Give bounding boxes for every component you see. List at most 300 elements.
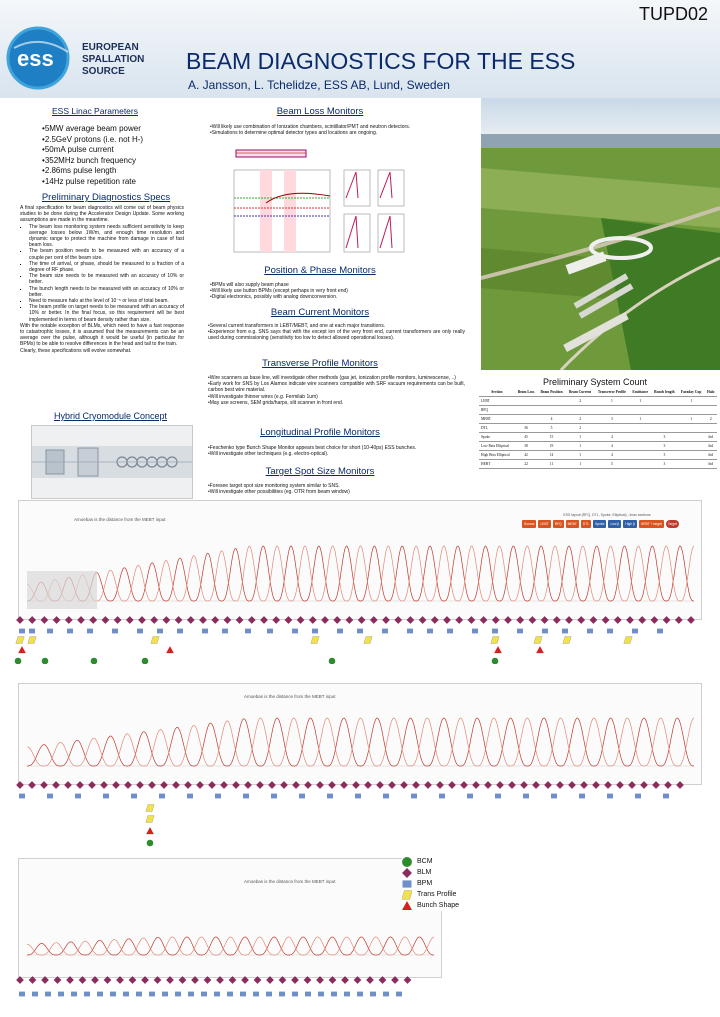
table-cell [651,397,678,406]
transverse-line: •Wire scanners as base line, will investigate other methods (gas jet, ionization profile monitors, luminescense, ..) [208,375,456,381]
linac-params-list [42,124,192,187]
bpm-icon [337,629,343,634]
bpm-icon [447,629,453,634]
bpm-icon [411,794,417,799]
blm-icon [532,781,540,789]
org-line2: SPALLATION [82,54,145,65]
blm-icon [79,976,87,984]
specs-outro2: Clearly, these specifications will evolve somewhat. [20,347,132,354]
bpm-icon [67,629,73,634]
flow-box: HEBT + target [640,522,662,526]
table-cell: 14 [537,451,565,460]
table-header-cell: Faraday Cup [678,388,705,397]
table-cell [629,433,651,442]
specs-bullet: ▪ The beam loss monitoring system needs sufficient sensitivity to keep average losses below 1W/m, and enough time resolution and dynamic range to protect the machine from damage in case of fast beam loss. [29,224,184,249]
legend-row [402,856,472,867]
blm-icon [407,616,415,624]
legend-purple-diamond-icon [402,868,412,878]
bpm-icon [299,794,305,799]
blm-icon [54,976,62,984]
blm-icon [388,781,396,789]
bpm-icon [253,992,259,997]
table-cell [705,397,718,406]
blm-icon [379,976,387,984]
bcm-icon [147,840,154,847]
table-cell: 1 [594,397,629,406]
specs-bullets [20,224,184,323]
blm-icon [376,781,384,789]
position-phase-line: •Will likely use button BPMs (except perhaps in very front end) [210,288,348,295]
table-row [479,442,717,451]
table-row [479,397,717,406]
trans-profile-icon [534,637,542,644]
flow-box: Low β [610,522,620,526]
bpm-icon [202,629,208,634]
table-cell: 45 [515,433,538,442]
bpm-icon [312,629,318,634]
bpm-icon [403,880,412,887]
table-cell: DTL [479,424,515,433]
envelope-x-curve [27,718,694,766]
bpm-icon [136,992,142,997]
table-cell [594,424,629,433]
bpm-icon [266,992,272,997]
beam-loss-line: •Simulations to determine optimal detector types and locations are ongoing. [210,130,378,137]
blm-icon [419,616,427,624]
flow-box: MEBT [567,522,577,526]
blm-icon [431,616,439,624]
blm-icon [160,781,168,789]
table-cell: 1 [566,442,595,451]
blm-icon [651,616,659,624]
bpm-icon [188,992,194,997]
bpm-icon [292,992,298,997]
legend-green-circle-icon [402,857,412,867]
plot-2-header: Amoebas is the distance from the MEBT input [244,694,336,699]
blm-icon [291,976,299,984]
blm-icon [391,976,399,984]
hybrid-heading: Hybrid Cryomodule Concept [53,411,168,421]
blm-icon [172,781,180,789]
target-heading: Target Spot Size Monitors [265,466,375,477]
bpm-icon [467,794,473,799]
layout-plot-2 [18,683,702,785]
table-cell [678,433,705,442]
beam-loss-text [210,124,465,136]
blm-icon [480,616,488,624]
poster-authors: A. Jansson, L. Tchelidze, ESS AB, Lund, Sweden [188,78,450,92]
bpm-icon [382,629,388,634]
specs-bullet: ▪ The bunch length needs to be measured with an accuracy of 10% or better. [29,286,184,298]
table-cell: 5 [594,460,629,469]
org-line3: SOURCE [82,66,125,77]
blm-icon [126,616,134,624]
bpm-icon [187,794,193,799]
flow-box: RFQ [554,522,562,526]
bpm-icon [137,629,143,634]
blm-icon [529,616,537,624]
blm-icon [402,868,412,878]
blm-icon [211,616,219,624]
table-cell [678,460,705,469]
blm-icon [40,781,48,789]
legend-label: BCM [417,858,433,865]
table-header-cell: Transverse Profile [594,388,629,397]
blm-icon [112,781,120,789]
blm-icon [520,781,528,789]
table-cell: 3 [651,460,678,469]
table-cell [678,424,705,433]
table-cell: 3 [594,415,629,424]
plot-3-header: Amoebas is the distance from the MEBT input [244,879,336,884]
table-cell: High Beta Elliptical [479,451,515,460]
flow-box: Spoke [595,522,605,526]
linac-param-item: • 352MHz bunch frequency [42,156,192,167]
bpm-icon [267,629,273,634]
table-cell: 2 [705,415,718,424]
blm-icon [328,781,336,789]
table-cell [537,406,565,415]
plot-1-monitor-markers [10,616,710,664]
bpm-icon [222,629,228,634]
bpm-icon [110,992,116,997]
table-row [479,460,717,469]
flow-box: Target [667,522,677,526]
bcm-icon [42,658,49,664]
bpm-icon [159,794,165,799]
bpm-icon [657,629,663,634]
specs-bullet: ▪ The beam position needs to be measured with an accuracy of a couple per cent of the beam size. [29,248,184,260]
org-name [82,42,144,78]
table-cell: 2 [566,397,595,406]
bunch-shape-icon [166,646,174,653]
table-cell [651,424,678,433]
table-row [479,415,717,424]
blm-icon [16,976,24,984]
beam-current-text [208,323,465,342]
bpm-icon [396,992,402,997]
trans-profile-icon [311,637,319,644]
table-cell [705,424,718,433]
bpm-icon [344,992,350,997]
bpm-icon [355,794,361,799]
table-cell: 1 [566,451,595,460]
blm-icon [448,781,456,789]
specs-intro: A final specification for beam diagnostics will come out of beam physics studies to be done during the Accelerator Design Update. Some working assumptions are made in the meantime. [20,205,184,224]
blm-icon [316,781,324,789]
blm-icon [187,616,195,624]
blm-icon [191,976,199,984]
table-cell [705,406,718,415]
table-cell: tbd [705,442,718,451]
blm-icon [553,616,561,624]
bpm-icon [542,629,548,634]
bpm-icon [292,629,298,634]
trans-profile-icon [146,805,154,812]
table-cell: 2 [566,415,595,424]
blm-icon [64,781,72,789]
blm-icon [664,781,672,789]
position-phase-line: •BPMs will also supply beam phase [210,282,289,288]
table-cell: 3 [651,433,678,442]
bpm-icon [131,794,137,799]
site-aerial-photo [481,98,720,370]
table-cell: 1 [678,415,705,424]
blm-icon [676,781,684,789]
bpm-icon [45,992,51,997]
blm-icon [279,976,287,984]
blm-icon [400,781,408,789]
target-text [208,483,465,495]
bcm-icon [492,658,499,664]
bpm-icon [305,992,311,997]
specs-bullet: ▪ The time of arrival, or phase, should be measured to a fraction of a degree of RF phase. [29,261,184,273]
transverse-line: •Will investigate thinner wires (e.g. Fermilab 1um) [208,393,318,400]
blm-icon [16,781,24,789]
blm-icon [340,781,348,789]
bpm-icon [279,992,285,997]
blm-icon [124,781,132,789]
bpm-icon [632,629,638,634]
bpm-icon [112,629,118,634]
bpm-icon [271,794,277,799]
target-line: •Foresee target spot size monitoring system similar to SNS. [208,483,340,489]
table-cell: tbd [705,451,718,460]
blm-icon [28,616,36,624]
blm-icon [304,781,312,789]
bunch-shape-icon [146,827,154,834]
bpm-icon [318,992,324,997]
legend-label: Trans Profile [417,891,457,898]
table-cell: 4 [537,415,565,424]
blm-icon [136,781,144,789]
table-header-row [479,388,717,397]
front-end-dense-block [27,571,97,609]
table-row [479,433,717,442]
table-cell: 11 [537,460,565,469]
table-cell: 22 [515,460,538,469]
blm-icon [366,976,374,984]
flow-box: LEBT [540,522,549,526]
bpm-icon [123,992,129,997]
blm-icon [254,976,262,984]
blm-icon [175,616,183,624]
table-cell: MEBT [479,415,515,424]
blm-icon [309,616,317,624]
table-header-cell: Beam Position [537,388,565,397]
blm-icon [508,781,516,789]
transverse-heading: Transverse Profile Monitors [262,358,378,369]
blm-icon [91,976,99,984]
blm-icon [436,781,444,789]
bpm-icon [243,794,249,799]
layout-plot-1 [18,500,702,620]
bpm-icon [75,794,81,799]
table-cell: 3 [651,442,678,451]
transverse-text [208,375,465,406]
blm-icon [316,976,324,984]
blm-icon [241,976,249,984]
blm-icon [41,616,49,624]
table-cell: 19 [537,442,565,451]
bpm-icon [357,629,363,634]
legend-label: BPM [417,880,433,887]
bpm-icon [587,629,593,634]
trans-profile-icon [28,637,36,644]
logo-text: ess [17,46,54,71]
org-line1: EUROPEAN [82,42,139,53]
table-cell: Spoke [479,433,515,442]
position-phase-heading: Position & Phase Monitors [264,265,376,276]
blm-icon [472,781,480,789]
bpm-icon [327,794,333,799]
table-cell: 4 [594,451,629,460]
specs-bullet: ▪ Need to measure halo at the level of 10⁻⁵ or less of total beam. [29,298,184,304]
table-row [479,451,717,460]
table-header-cell: Emittance [629,388,651,397]
bpm-icon [215,794,221,799]
flow-box: High β [625,522,635,526]
table-cell [537,397,565,406]
table-cell: 5 [537,424,565,433]
blm-icon [370,616,378,624]
blm-icon [102,616,110,624]
blm-icon [229,976,237,984]
flow-box: DTL [582,522,590,526]
blm-icon [652,781,660,789]
blm-icon [76,781,84,789]
blm-icon [565,616,573,624]
table-cell [515,415,538,424]
transverse-line: •Early work for SNS by Los Alamos indicate wire scanners compatible with SRF vacuum requirements can be built, carbon best wire material. [208,381,465,394]
table-cell [629,451,651,460]
position-phase-text [210,282,465,301]
blm-icon [16,616,24,624]
blm-icon [29,976,37,984]
bpm-icon [177,629,183,634]
bunch-shape-icon [402,901,412,910]
ess-logo [6,26,74,90]
blm-icon [590,616,598,624]
system-count-heading: Preliminary System Count [542,377,648,387]
position-phase-line: •Digital electronics, possibly with analog downconversion. [210,294,338,301]
table-header-cell: Section [479,388,515,397]
system-count-table [479,388,717,469]
legend-label: Bunch Shape [417,902,460,909]
blm-icon [66,976,74,984]
table-cell [678,442,705,451]
bpm-icon [472,629,478,634]
blm-icon [224,616,232,624]
blm-icon [150,616,158,624]
bpm-icon [607,629,613,634]
bpm-icon [635,794,641,799]
envelope-x-curve [27,546,694,601]
bcm-icon [91,658,98,664]
blm-icon [321,616,329,624]
blm-icon [443,616,451,624]
legend-row [402,878,472,889]
blm-icon [138,616,146,624]
blm-icon [333,616,341,624]
linac-params-heading: ESS Linac Parameters [52,106,138,116]
bpm-icon [523,794,529,799]
blm-icon [468,616,476,624]
blm-icon [640,781,648,789]
bpm-icon [383,992,389,997]
blm-icon [492,616,500,624]
legend-row [402,900,472,911]
poster-code: TUPD02 [638,4,708,24]
bpm-icon [32,992,38,997]
longitudinal-heading: Longitudinal Profile Monitors [260,427,380,438]
blm-icon [638,616,646,624]
layout-plot-3 [18,858,442,978]
blm-icon [77,616,85,624]
bpm-icon [175,992,181,997]
bpm-icon [157,629,163,634]
table-cell [678,451,705,460]
blm-icon [179,976,187,984]
legend-label: BLM [417,869,432,876]
bpm-icon [47,629,53,634]
blm-icon [364,781,372,789]
bunch-shape-icon [18,646,26,653]
linac-param-item: • 5MW average beam power [42,124,192,135]
table-cell [594,406,629,415]
beam-current-line: •Several current transformers in LEBT/MEBT, and one at each major transitions. [208,323,386,329]
blm-icon [568,781,576,789]
table-cell: Low Beta Elliptical [479,442,515,451]
envelope-y-curve [27,937,434,955]
table-cell [678,406,705,415]
blm-icon [580,781,588,789]
blm-icon [260,616,268,624]
bpm-icon [607,794,613,799]
blm-icon [516,616,524,624]
legend-yellow-parallelogram-icon [402,890,412,900]
blm-icon [208,781,216,789]
blm-icon [166,976,174,984]
plot-1-header: Amoebas is the distance from the MEBT input [74,517,166,522]
blm-icon [65,616,73,624]
bpm-icon [495,794,501,799]
table-header-cell: Beam Current [566,388,595,397]
target-line: •Will investigate other possibilities (eg. OTR from beam window) [208,489,350,496]
blm-icon [616,781,624,789]
blm-icon [285,616,293,624]
blm-icon [329,976,337,984]
specs-bullet: ▪ The beam profile on target needs to be measured with an accuracy of 10% or better. In the final focus, so this requirement will be best implemented in terms of beam density rather than size. [29,304,184,323]
blm-icon [116,976,124,984]
blm-icon [236,616,244,624]
blm-icon [88,781,96,789]
bpm-icon [562,629,568,634]
blm-icon [556,781,564,789]
blm-icon [602,616,610,624]
legend-row [402,889,472,900]
table-cell: 1 [678,397,705,406]
blm-icon [244,781,252,789]
table-cell: RFQ [479,406,515,415]
blm-icon [114,616,122,624]
blm-icon [266,976,274,984]
blm-icon [232,781,240,789]
blm-icon [382,616,390,624]
bcm-icon [142,658,149,664]
bpm-icon [579,794,585,799]
blm-icon [141,976,149,984]
